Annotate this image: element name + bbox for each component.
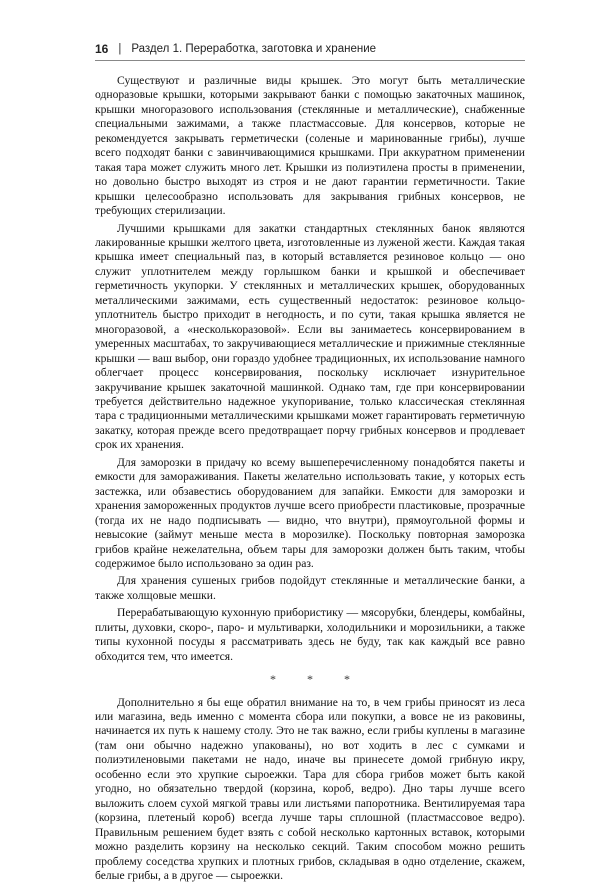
paragraph-freezing-containers: Для заморозки в придачу ко всему вышеперечисленному понадобятся пакеты и емкости для замораживания. Пакеты желательно использовать такие, у которых есть застежка, или обзавестись оборудованием для запайки. Емкости для заморозки и хранения замороженных продуктов лучше всего приобрести пластиковые, прозрачные (тогда их не надо подписывать — видно, что внутри), прямоугольной формы и невысокие (займут меньше места в морозилке). Поскольку повторная заморозка грибов крайне нежелательна, объем тары для заморозки должен быть таким, чтобы содержимое было использовано за один раз. [95,455,525,570]
paragraph-dried-mushroom-storage: Для хранения сушеных грибов подойдут стеклянные и металлические банки, а также холщовые мешки. [95,574,525,602]
header-separator: | [118,43,122,55]
section-title: Раздел 1. Переработка, заготовка и хранение [131,43,377,55]
page-number: 16 [95,42,109,56]
running-header [95,39,525,59]
paragraph-kitchen-appliances: Перерабатывающую кухонную прибористику — мясорубки, блендеры, комбайны, плиты, духовки, скоро-, паро- и мультиварки, холодильники и морозильники, а также типы кухонной посуды я рассматривать здесь не буду, так как каждый все равно обходится тем, что имеется. [95,606,525,663]
section-separator: * * * [270,672,364,687]
paragraph-lids-types: Существуют и различные виды крышек. Это могут быть металлические одноразовые крышки, которыми закрывают банки с помощью закаточных машинок, крышки многоразового использования (стеклянные и металлические), снабженные специальными зажимами, а также пластмассовые. Для консервов, которые не рекомендуется закрывать герметически (соленые и маринованные грибы), лучше всего подходят банки с завинчивающимися крышками. При аккуратном применении такая тара может служить много лет. Крышки из полиэтилена просты в применении, но довольно быстро выходят из строя и не дают гарантии герметичности. Такие крышки целесообразно использовать для закрывания грибных консервов, не требующих стерилизации. [95,74,525,218]
body-text [95,74,525,886]
paragraph-collection-containers: Дополнительно я бы еще обратил внимание на то, в чем грибы приносят из леса или магазина, ведь именно с момента сбора или покупки, а вовсе не из раковины, начинается их путь к нашему столу. Это не так важно, если грибы куплены в магазине (там они обычно надежно упакованы), но вот ходить в лес с сумками и полиэтиленовыми пакетами не надо, иначе вы принесете домой грибную икру, особенно если это хрупкие сыроежки. Тара для сбора грибов может быть какой угодно, но обязательно твердой (корзина, короб, ведро). Дно тары лучше всего выложить слоем сухой мягкой травы или листьями папоротника. Вентилируемая тара (корзина, плетеный короб) всегда лучше тары сплошной (пластмассовое ведро). Правильным решением будет взять с собой несколько картонных вставок, которыми можно разделить корзину на несколько секций. Таким способом можно решить проблему соседства хрупких и плотных грибов, складывая в одно отделение, скажем, белые грибы, а в другое — сыроежки. [95,695,525,883]
paragraph-best-lids: Лучшими крышками для закатки стандартных стеклянных банок являются лакированные крышки желтого цвета, изготовленные из луженой жести. Каждая такая крышка имеет специальный паз, в который вставляется резиновое кольцо — оно служит уплотнителем между горлышком банки и крышкой и обеспечивает герметичность укупорки. У стеклянных и металлических крышек, оборудованных металлическими зажимами, есть существенный недостаток: резиновое кольцо-уплотнитель быстро приходит в негодность, и по сути, такая крышка является не многоразовой, а «несколькоразовой». Если вы занимаетесь консервированием в умеренных масштабах, то закручивающиеся металлические и прижимные стеклянные крышки — ваш выбор, они гораздо удобнее традиционных, их использование намного облегчает процесс консервирования, поскольку исключает изнурительное закручивание крышек закаточной машинкой. Однако там, где при консервировании требуется действительно надежное укупоривание, только классическая стеклянная тара с традиционными металлическими крышками может гарантировать герметичную закатку, которая прежде всего предотвращает порчу грибных консервов и продлевает срок их хранения. [95,221,525,452]
header-rule [95,60,525,61]
